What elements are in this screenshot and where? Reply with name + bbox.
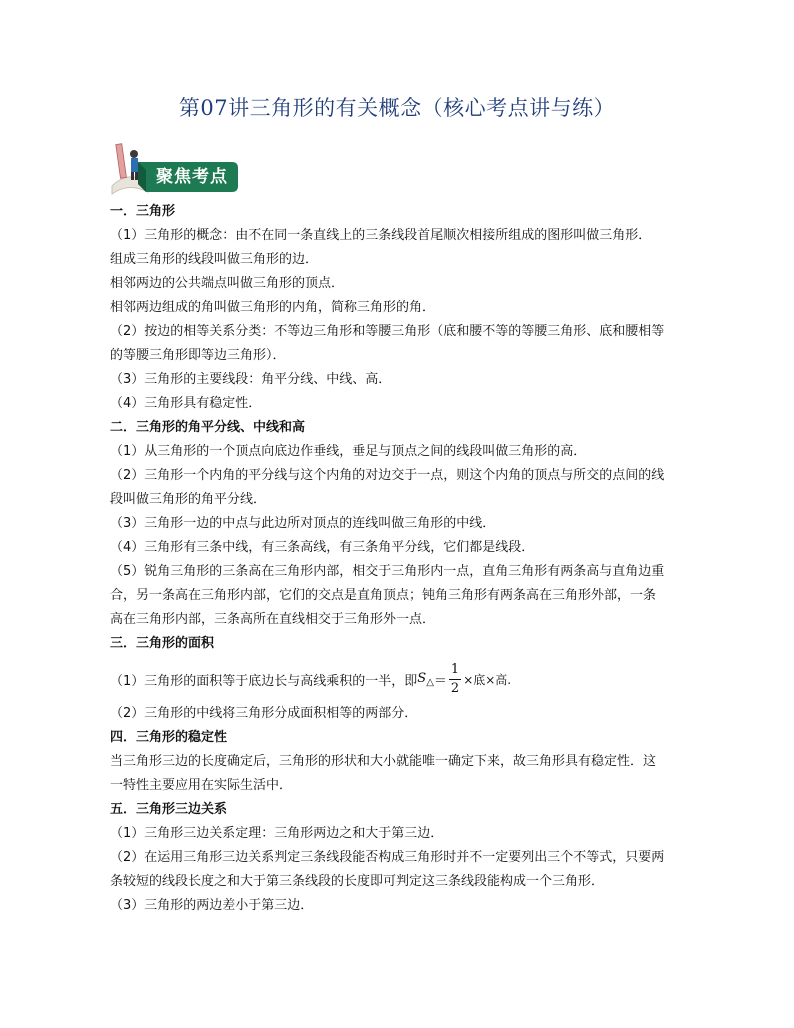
- paragraph-line: （2）在运用三角形三边关系判定三条线段能否构成三角形时并不一定要列出三个不等式，只要两: [110, 850, 665, 865]
- formula-suffix: ×底×高.: [463, 672, 512, 687]
- paragraph-line: （1）三角形的概念：由不在同一条直线上的三条线段首尾顺次相接所组成的图形叫做三角形．: [110, 228, 652, 243]
- formula-subscript: △: [426, 676, 434, 688]
- paragraph-line: （2）三角形一个内角的平分线与这个内角的对边交于一点，则这个内角的顶点与所交的点间的线: [110, 468, 665, 483]
- formula-fraction: [449, 661, 461, 698]
- content-body: [110, 200, 690, 918]
- paragraph-line: （3）三角形一边的中点与此边所对顶点的连线叫做三角形的中线．: [110, 516, 496, 531]
- section-heading: 一．三角形: [110, 204, 176, 219]
- paragraph-line: 相邻两边的公共端点叫做三角形的顶点．: [110, 276, 345, 291]
- formula-symbol: $S_\triangle$: [417, 670, 434, 688]
- paragraph-line: 组成三角形的线段叫做三角形的边．: [110, 252, 319, 267]
- paragraph-line: （2）三角形的中线将三角形分成面积相等的两部分．: [110, 706, 418, 721]
- pencil-icon: [116, 144, 127, 179]
- paragraph-line: （4）三角形有三条中线，有三条高线，有三条角平分线，它们都是线段．: [110, 540, 535, 555]
- fraction-denominator: 2: [450, 680, 460, 696]
- fraction-numerator: 1: [449, 661, 461, 680]
- person-icon: [130, 150, 138, 158]
- paragraph-line: （3）三角形的主要线段：角平分线、中线、高．: [110, 372, 392, 387]
- paragraph-line: 一特性主要应用在实际生活中．: [110, 778, 293, 793]
- paragraph-line: （2）按边的相等关系分类：不等边三角形和等腰三角形（底和腰不等的等腰三角形、底和腰相等: [110, 324, 665, 339]
- badge-label: 聚焦考点: [156, 167, 228, 187]
- paragraph-line: 相邻两边组成的角叫做三角形的内角，简称三角形的角．: [110, 300, 436, 315]
- paragraph-line: 的等腰三角形即等边三角形）．: [110, 348, 286, 363]
- area-formula-line: [110, 656, 690, 702]
- paragraph-line: （1）从三角形的一个顶点向底边作垂线，垂足与顶点之间的线段叫做三角形的高．: [110, 444, 587, 459]
- formula-equals: ＝: [433, 673, 447, 689]
- section-heading: 五．三角形三边关系: [110, 802, 228, 817]
- section-heading: 二．三角形的角平分线、中线和高: [110, 420, 306, 435]
- paragraph-line: 条较短的线段长度之和大于第三条线段的长度即可判定这三条线段能构成一个三角形．: [110, 874, 605, 889]
- formula-prefix: （1）三角形的面积等于底边长与高线乘积的一半，即: [110, 673, 418, 689]
- paragraph-line: 当三角形三边的长度确定后，三角形的形状和大小就能唯一确定下来，故三角形具有稳定性．这: [110, 754, 657, 769]
- paragraph-line: （4）三角形具有稳定性．: [110, 396, 262, 411]
- section-heading: 四．三角形的稳定性: [110, 730, 228, 745]
- paragraph-line: （1）三角形三边关系定理：三角形两边之和大于第三边．: [110, 826, 444, 841]
- paragraph-line: （3）三角形的两边差小于第三边．: [110, 898, 314, 913]
- focus-points-badge: [108, 140, 240, 196]
- paragraph-line: 合，另一条高在三角形内部，它们的交点是直角顶点；钝角三角形有两条高在三角形外部，一条: [110, 588, 657, 603]
- paragraph-line: （5）锐角三角形的三条高在三角形内部，相交于三角形内一点，直角三角形有两条高与直角边重: [110, 564, 665, 579]
- paragraph-line: 段叫做三角形的角平分线．: [110, 492, 267, 507]
- document-title: 第07讲三角形的有关概念（核心考点讲与练）: [178, 96, 616, 120]
- paragraph-line: 高在三角形内部，三条高所在直线相交于三角形外一点．: [110, 612, 436, 627]
- section-heading: 三．三角形的面积: [110, 636, 215, 651]
